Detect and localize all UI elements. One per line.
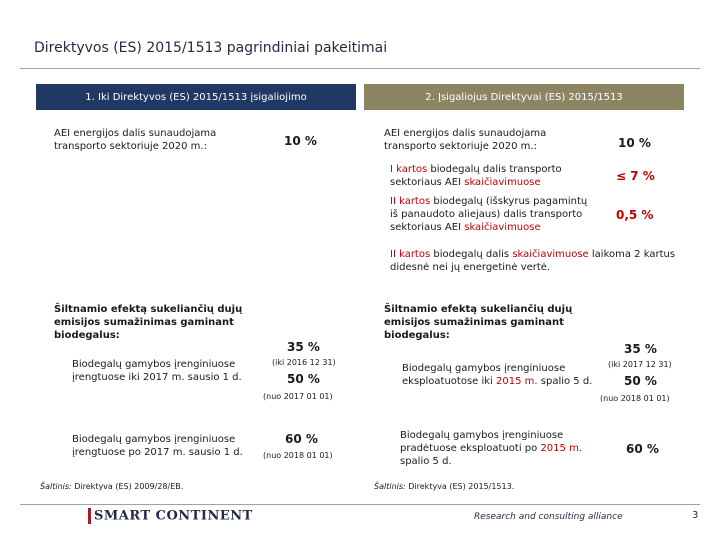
title-divider (20, 68, 700, 69)
left-source: Šaltinis: Direktyva (ES) 2009/28/EB. (40, 482, 184, 491)
footer-tagline: Research and consulting alliance (474, 512, 623, 522)
right-plant1-label: Biodegalų gamybos įrenginiuose eksploatuotose iki 2015 m. spalio 5 d. (402, 363, 593, 387)
footer-divider (20, 504, 700, 505)
left-value-50: 50 % (287, 372, 320, 386)
left-value-60: 60 % (285, 432, 318, 446)
right-gen1-label: I kartos biodegalų dalis transporto sektoriaus AEI skaičiavimuose (390, 164, 562, 188)
right-gen2-value: 0,5 % (616, 208, 654, 222)
right-value-60: 60 % (626, 442, 659, 456)
right-ghg-label: Šiltnamio efektą sukeliančių dujų emisijos sumažinimas gaminant biodegalus: (384, 304, 573, 341)
right-source: Šaltinis: Direktyva (ES) 2015/1513. (374, 482, 515, 491)
right-aei-value: 10 % (618, 136, 651, 150)
left-plant2-label: Biodegalų gamybos įrenginiuose įrengtuose po 2017 m. sausio 1 d. (72, 434, 243, 458)
left-date-35: (iki 2016 12 31) (272, 358, 336, 367)
left-ghg-label: Šiltnamio efektą sukeliančių dujų emisijos sumažinimas gaminant biodegalus: (54, 304, 243, 341)
right-date-50: (nuo 2018 01 01) (600, 394, 670, 403)
left-date-60: (nuo 2018 01 01) (263, 451, 333, 460)
left-aei-label: AEI energijos dalis sunaudojama transporto sektoriuje 2020 m.: (54, 128, 217, 152)
left-date-50: (nuo 2017 01 01) (263, 392, 333, 401)
right-double-count-note: II kartos biodegalų dalis skaičiavimuose laikoma 2 kartus didesnė nei jų energetinė vertė. (390, 249, 676, 273)
left-header-label: 1. Iki Direktyvos (ES) 2015/1513 įsigaliojimo (85, 91, 307, 103)
smart-continent-logo: SMART CONTINENT (88, 508, 253, 524)
right-column-header (364, 84, 684, 110)
right-value-50: 50 % (624, 374, 657, 388)
left-value-35: 35 % (287, 340, 320, 354)
right-date-35: (iki 2017 12 31) (608, 360, 672, 369)
right-header-label: 2. Įsigaliojus Direktyvai (ES) 2015/1513 (425, 91, 623, 103)
right-value-35: 35 % (624, 342, 657, 356)
right-plant2-label: Biodegalų gamybos įrenginiuose pradėtuose eksploatuoti po 2015 m. spalio 5 d. (400, 430, 582, 467)
right-gen1-value: ≤ 7 % (616, 169, 655, 183)
left-column-header (36, 84, 356, 110)
left-aei-value: 10 % (284, 134, 317, 148)
logo-mark-icon (88, 508, 91, 524)
page-title: Direktyvos (ES) 2015/1513 pagrindiniai pakeitimai (34, 40, 388, 56)
left-plant1-label: Biodegalų gamybos įrenginiuose įrengtuose iki 2017 m. sausio 1 d. (72, 359, 242, 383)
right-aei-label: AEI energijos dalis sunaudojama transporto sektoriuje 2020 m.: (384, 128, 547, 152)
right-gen2-label: II kartos biodegalų (išskyrus pagamintų iš panaudoto aliejaus) dalis transporto sektoriaus AEI skaičiavimuose (390, 196, 588, 233)
page-number: 3 (692, 510, 699, 521)
